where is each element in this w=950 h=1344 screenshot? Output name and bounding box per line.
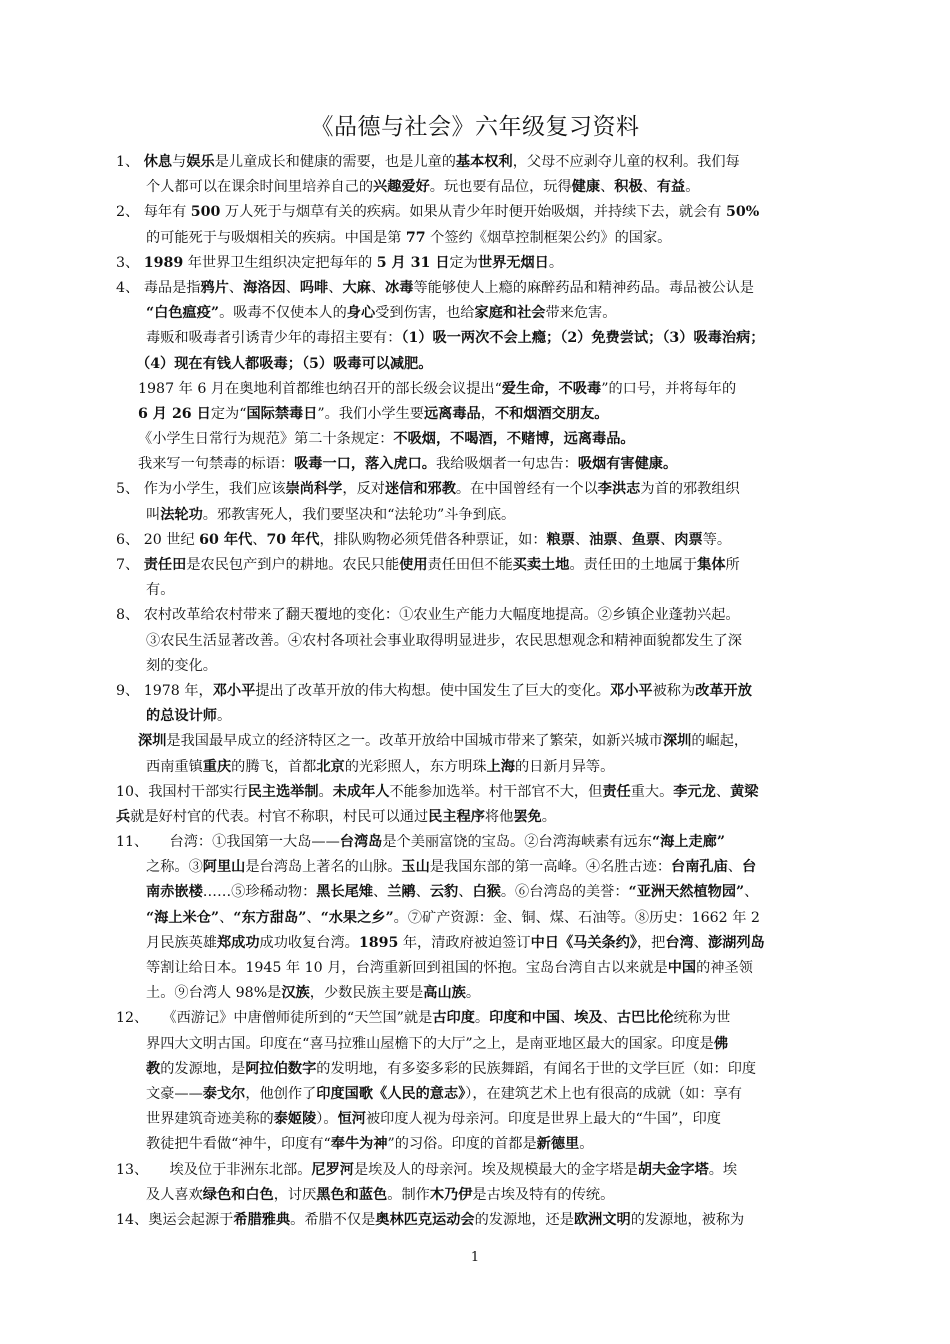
text-line (116, 251, 846, 276)
text-run: 重大。 (630, 783, 674, 800)
bold-text: 泰戈尔 (202, 1085, 246, 1102)
text-run: 西南重镇 (146, 758, 203, 775)
text-run: 的腾飞，首都 (231, 758, 317, 775)
text-run: 、 (285, 279, 300, 296)
text-line (116, 553, 846, 578)
bold-text: 冰毒 (385, 279, 414, 296)
text-run: 将他 (484, 808, 514, 825)
text-line (116, 1107, 846, 1132)
bold-text: 深圳 (662, 733, 692, 750)
text-run: 我给吸烟者一句忠告： (435, 456, 578, 473)
text-run: 、 (415, 884, 430, 901)
bold-text: 木乃伊 (429, 1186, 473, 1203)
text-run: 的可能死于与吸烟相关的疾病。中国是第 (146, 229, 406, 246)
text-line (116, 603, 846, 628)
bold-text: 健康 (571, 179, 601, 196)
bold-text: 希腊雅典 (233, 1211, 291, 1228)
text-line (116, 729, 846, 754)
text-run: 统称为世 (673, 1010, 731, 1027)
text-run: 2、 每年有 (116, 204, 191, 221)
text-line (116, 956, 846, 981)
text-run: 为首的邪教组织 (640, 481, 740, 498)
bold-text: 中国 (667, 960, 697, 976)
bold-text: 深圳 (138, 733, 167, 750)
text-run: 7、 (116, 557, 144, 573)
bold-text: 印度和中国 (489, 1010, 561, 1027)
bold-text: 50% (726, 204, 760, 221)
bold-text: 兰鹇 (387, 884, 416, 901)
text-run: 6、 20 世纪 (116, 531, 200, 548)
text-run: 的崛起， (691, 733, 749, 750)
document-title: 《品德与社会》六年级复习资料 (310, 114, 640, 140)
text-run: 万人死于与烟草有关的疾病。如果从青少年时便开始吸烟，并持续下去，就会有 (220, 204, 727, 221)
bold-text: 兵 (116, 808, 131, 825)
bold-text: 邓小平 (610, 682, 653, 699)
text-run: 。 (541, 808, 556, 825)
text-run: 5、 作为小学生，我们应该 (116, 481, 286, 498)
bold-text: 郑成功 (216, 934, 260, 951)
bold-text: “海上走廊” (651, 834, 726, 851)
text-line (116, 805, 846, 830)
bold-text: 黑长尾雉 (316, 884, 374, 901)
text-line (116, 1006, 846, 1031)
bold-text: 肉票 (674, 531, 703, 548)
text-line (116, 1208, 846, 1233)
bold-text: 印度国歌《人民的意志》 (316, 1085, 466, 1102)
text-run: 14、奥运会起源于 (116, 1211, 234, 1228)
bold-text: 买卖土地 (512, 557, 570, 573)
text-run: 是我国东部的第一高峰。④名胜古迹： (429, 859, 672, 876)
text-run: 、 (252, 531, 267, 548)
text-run: 是儿童成长和健康的需要，也是儿童的 (214, 154, 456, 170)
bold-text: 欧洲文明 (573, 1211, 631, 1228)
bold-text: 教 (146, 1060, 161, 1077)
text-run: ”的习俗。印度的首都是 (387, 1136, 537, 1153)
text-run: 。 (548, 254, 564, 271)
text-line (116, 855, 846, 880)
bold-text: 北京 (316, 758, 345, 775)
text-run: 的日新月异等。 (514, 758, 615, 775)
text-run: 、 (373, 884, 388, 901)
text-run: 月民族英雄 (146, 934, 217, 951)
text-run: 。邪教害死人，我们要坚决和“法轮功”斗争到底。 (202, 506, 516, 523)
bold-text: 世界无烟日 (477, 254, 549, 271)
text-line (116, 704, 846, 729)
text-run: 、 (370, 279, 386, 296)
text-run: 受到伤害，也给 (375, 305, 475, 322)
text-line (116, 578, 846, 603)
text-line (116, 503, 846, 528)
text-run: 被称为 (652, 682, 696, 699)
text-run: ③农民生活显著改善。④农村各项社会事业取得明显进步，农民思想观念和精神面貌都发生了深 (146, 632, 742, 649)
bold-text: 南赤嵌楼 (146, 884, 203, 901)
bold-text: 重庆 (202, 758, 232, 775)
text-run: 的发源地，还是 (474, 1211, 574, 1228)
bold-text: 埃及 (574, 1010, 603, 1027)
text-run: 定为“ (210, 405, 247, 422)
text-run: 所 (725, 557, 740, 573)
bold-text: 李元龙 (673, 783, 716, 800)
text-run: ， (480, 405, 495, 422)
bold-text: 奥林匹克运动会 (375, 1211, 475, 1228)
text-run: 等割让给日本。1945 年 10 月，台湾重新回到祖国的怀抱。宝岛台湾自古以来就是 (146, 960, 668, 976)
bold-text: 泰姬陵 (273, 1111, 317, 1128)
text-line (116, 654, 846, 679)
text-run: 及人喜欢 (146, 1186, 203, 1203)
bold-text: 未成年人 (332, 783, 390, 800)
text-run: 的神圣领 (696, 960, 753, 976)
bold-text: 奉牛为神 (330, 1136, 388, 1153)
bold-text: 的总设计师 (146, 708, 217, 725)
text-run: 个签约《烟草控制框架公约》的国家。 (425, 229, 672, 246)
text-line (116, 679, 846, 704)
text-run: 毒贩和吸毒者引诱青少年的毒招主要有： (146, 330, 402, 347)
bold-text: 台湾岛 (339, 834, 383, 851)
text-run: 、 (602, 1010, 617, 1027)
bold-text: 家庭和社会 (474, 305, 546, 322)
bold-text: 不和烟酒交朋友。 (494, 405, 609, 422)
bold-text: 爱生命，不吸毒 (501, 380, 602, 397)
bold-text: 500 (190, 204, 221, 221)
text-run: 。 (579, 1136, 594, 1153)
text-run: 有。 (146, 582, 175, 599)
text-run: 、 (715, 783, 731, 800)
bold-text: 责任田 (143, 557, 187, 573)
text-run: 的光彩照人，东方明珠 (344, 758, 487, 775)
text-line (116, 629, 846, 654)
text-run: 等能够使人上瘾的麻醉药品和精神药品。毒品被公认是 (413, 279, 754, 296)
text-line (116, 780, 846, 805)
text-line (116, 276, 846, 301)
bold-text: 60 年代 (199, 531, 253, 548)
text-run: ……⑤珍稀动物： (202, 884, 317, 901)
text-line (116, 301, 846, 326)
text-run: 、 (744, 884, 759, 901)
bold-text: 民主程序 (428, 808, 485, 825)
text-run: 1987 年 6 月在奥地利首都维也纳召开的部长级会议提出“ (138, 380, 502, 397)
text-run: 叫 (146, 506, 161, 523)
text-run: 12、 《西游记》中唐僧师徒所到的“天竺国”就是 (116, 1010, 433, 1027)
text-run: 。⑦矿产资源：金、铜、煤、石油等。⑧历史：1662 年 2 (393, 909, 760, 926)
bold-text: 阿拉伯数字 (245, 1060, 317, 1077)
bold-text: 胡夫金字塔 (637, 1161, 709, 1178)
document-body (116, 150, 846, 1233)
bold-text: （1）吸一两次不会上瘾；（2）免费尝试；（3）吸毒治病； (401, 330, 765, 347)
text-line (116, 427, 846, 452)
bold-text: 云豹 (429, 884, 459, 901)
text-run: 11、 台湾：①我国第一大岛—— (116, 834, 340, 851)
text-run: 。制作 (387, 1186, 430, 1203)
text-run: 的发明地，有多姿多彩的民族舞蹈，有闻名于世的文学巨匠（如：印度 (316, 1060, 757, 1077)
text-run: ，排队购物必须凭借各种票证，如： (319, 531, 547, 548)
text-run: 、 (600, 179, 615, 196)
text-line (116, 200, 846, 225)
bold-text: “水果之乡” (320, 909, 394, 926)
bold-text: 罢免 (513, 808, 542, 825)
bold-text: 不吸烟，不喝酒，不赌博，远离毒品。 (393, 431, 635, 448)
bold-text: 吸烟有害健康。 (577, 456, 678, 473)
text-run: ，把 (636, 934, 666, 951)
text-line (116, 1158, 846, 1183)
bold-text: 邓小平 (212, 682, 256, 699)
bold-text: 粮票 (546, 531, 575, 548)
bold-text: 积极 (614, 179, 643, 196)
text-line (116, 1132, 846, 1157)
bold-text: 阿里山 (202, 859, 246, 876)
page-number: 1 (470, 1250, 480, 1265)
text-run: 、 (617, 531, 632, 548)
bold-text: “亚洲天然植物园” (628, 884, 745, 901)
bold-text: 台湾 (665, 934, 694, 951)
text-run: 1、 (116, 154, 144, 170)
bold-text: 大麻 (342, 279, 371, 296)
text-run: 4、 毒品是指 (116, 279, 201, 296)
text-line (116, 830, 846, 855)
text-run: 是台湾岛上著名的山脉。 (245, 859, 402, 876)
bold-text: 鱼票 (631, 531, 661, 548)
text-run: ，讨厌 (273, 1186, 317, 1203)
bold-text: 中日《马关条约》 (530, 934, 637, 951)
bold-text: 有益 (656, 179, 686, 196)
text-run: 3、 (116, 254, 144, 271)
text-line (116, 880, 846, 905)
bold-text: 吸毒一口，落入虎口。 (294, 456, 436, 473)
bold-text: 法轮功 (160, 506, 203, 523)
text-run: 教徒把牛看做“神牛，印度有“ (146, 1136, 331, 1153)
text-run: 责任田但不能 (427, 557, 513, 573)
text-run: 定为 (449, 254, 478, 271)
text-run: 。责任田的土地属于 (569, 557, 698, 573)
bold-text: 集体 (697, 557, 726, 573)
bold-text: 海洛因 (243, 279, 286, 296)
text-run: 、 (660, 531, 675, 548)
text-line (116, 1032, 846, 1057)
bold-text: 台 (741, 859, 757, 876)
text-line (116, 226, 846, 251)
text-run: 。玩也要有品位，玩得 (429, 179, 572, 196)
bold-text: 身心 (346, 305, 376, 322)
text-run: ，反对 (342, 481, 385, 498)
text-run: 就是好村官的代表。村官不称职，村民可以通过 (130, 808, 429, 825)
text-run: 等。 (702, 531, 732, 548)
text-run: ”。我们小学生要 (317, 405, 424, 422)
text-line (116, 377, 846, 402)
text-line (116, 352, 846, 377)
bold-text: 改革开放 (695, 682, 752, 699)
bold-text: 古印度 (432, 1010, 475, 1027)
bold-text: 黑色和蓝色 (316, 1186, 388, 1203)
bold-text: 1989 (143, 254, 184, 271)
text-run: 、 (306, 909, 321, 926)
text-run: 年，清政府被迫签订 (398, 934, 531, 951)
bold-text: 尼罗河 (311, 1161, 354, 1178)
bold-text: 恒河 (337, 1111, 366, 1128)
bold-text: 基本权利 (455, 154, 513, 170)
bold-text: 77 (405, 229, 426, 246)
bold-text: 油票 (589, 531, 618, 548)
text-run: 、 (560, 1010, 575, 1027)
text-run: 年世界卫生组织决定把每年的 (183, 254, 377, 271)
bold-text: 澎湖列岛 (707, 934, 765, 951)
text-run: 、 (727, 859, 742, 876)
text-run: 世界建筑奇迹美称的 (146, 1111, 274, 1128)
text-run: 、 (574, 531, 590, 548)
text-run: 10、我国村干部实行 (116, 783, 248, 800)
text-run: 。 (474, 1010, 490, 1027)
bold-text: 70 年代 (266, 531, 320, 548)
text-run: ），在建筑艺术上也有很高的成就（如：享有 (465, 1085, 742, 1102)
bold-text: “白色瘟疫” (146, 305, 220, 322)
text-run: 之称。③ (146, 859, 203, 876)
text-line (116, 1183, 846, 1208)
text-run: ，他创作了 (245, 1085, 317, 1102)
text-run: 。⑥台湾岛的美誉： (500, 884, 629, 901)
text-run: 与 (172, 154, 187, 170)
text-run: 。在中国曾经有一个以 (455, 481, 598, 498)
bold-text: 高山族 (423, 985, 466, 1002)
text-line (116, 175, 846, 200)
text-run: 。 (216, 708, 232, 725)
text-run: 是埃及人的母亲河。埃及规模最大的金字塔是 (353, 1161, 638, 1178)
bold-text: 迷信和邪教 (384, 481, 456, 498)
text-run: 。吸毒不仅使本人的 (219, 305, 347, 322)
bold-text: “东方甜岛” (233, 909, 307, 926)
text-run: 8、 农村改革给农村带来了翻天覆地的变化：①农业生产能力大幅度地提高。②乡镇企业蓬勃兴起。 (116, 607, 740, 624)
bold-text: 李洪志 (597, 481, 641, 498)
text-run: 《小学生日常行为规范》第二十条规定： (138, 431, 394, 448)
text-run: 9、 1978 年， (116, 682, 213, 699)
text-run: 个人都可以在课余时间里培养自己的 (146, 179, 374, 196)
text-run: 提出了改革开放的伟大构想。使中国发生了巨大的变化。 (255, 682, 610, 699)
bold-text: 古巴比伦 (616, 1010, 674, 1027)
bold-text: 台南孔庙 (671, 859, 728, 876)
bold-text: 汉族 (281, 985, 310, 1002)
text-line (116, 402, 846, 427)
text-run: 界四大文明古国。印度在“喜马拉雅山屋檐下的大厅”之上，是南亚地区最大的国家。印度是 (146, 1035, 714, 1052)
bold-text: 绿色和白色 (202, 1186, 274, 1203)
text-line (116, 326, 846, 351)
text-run: 是个美丽富饶的宝岛。②台湾海峡素有远东 (382, 834, 652, 851)
text-run: 成功收复台湾。 (259, 934, 359, 951)
bold-text: 崇尚科学 (285, 481, 343, 498)
text-run: 13、 埃及位于非洲东北部。 (116, 1161, 312, 1178)
bold-text: 上海 (486, 758, 515, 775)
text-run: 、 (693, 934, 708, 951)
text-run: 。 (318, 783, 333, 800)
text-run: 。埃 (708, 1161, 738, 1178)
bold-text: 6 月 26 日 (138, 405, 211, 422)
text-run: 。 (465, 985, 481, 1002)
text-run: 不能参加选举。村干部官不大，但 (389, 783, 603, 800)
text-line (116, 1082, 846, 1107)
text-run: ”的口号，并将每年的 (601, 380, 737, 397)
text-line (116, 931, 846, 956)
text-line (116, 452, 846, 477)
bold-text: 责任 (602, 783, 631, 800)
bold-text: 新德里 (536, 1136, 580, 1153)
bold-text: 使用 (399, 557, 428, 573)
text-run: 。希腊不仅是 (290, 1211, 376, 1228)
bold-text: 休息 (143, 154, 173, 170)
text-run: 我来写一句禁毒的标语： (138, 456, 295, 473)
text-line (116, 1057, 846, 1082)
text-run: 的发源地，是 (160, 1060, 246, 1077)
text-run: 带来危害。 (545, 305, 617, 322)
bold-text: 白猴 (472, 884, 501, 901)
bold-text: 国际禁毒日 (246, 405, 318, 422)
text-line (116, 981, 846, 1006)
bold-text: 黄梁 (730, 783, 759, 800)
bold-text: 5 月 31 日 (376, 254, 450, 271)
text-run: 的发源地，被称为 (630, 1211, 745, 1228)
bold-text: 鸦片 (200, 279, 229, 296)
text-run: 是农民包产到户的耕地。农民只能 (186, 557, 400, 573)
text-run: 是古埃及特有的传统。 (472, 1186, 615, 1203)
text-run: 、 (328, 279, 343, 296)
text-run: 、 (219, 909, 234, 926)
bold-text: 玉山 (401, 859, 430, 876)
bold-text: 吗啡 (299, 279, 329, 296)
bold-text: （4）现在有钱人都吸毒；（5）吸毒可以减肥。 (136, 355, 433, 372)
text-run: 被印度人视为母亲河。印度是世界上最大的“牛国”，印度 (365, 1111, 721, 1128)
text-line (116, 755, 846, 780)
text-run: 土。⑨台湾人 98%是 (146, 985, 282, 1002)
bold-text: 娱乐 (186, 154, 215, 170)
text-run: 刻的变化。 (146, 657, 217, 674)
text-line (116, 150, 846, 175)
text-run: 、 (228, 279, 244, 296)
text-run: ）。 (316, 1111, 338, 1128)
text-run: 是我国最早成立的经济特区之一。改革开放给中国城市带来了繁荣，如新兴城市 (166, 733, 663, 750)
text-line (116, 528, 846, 553)
bold-text: 兴趣爱好 (373, 179, 430, 196)
text-line (116, 906, 846, 931)
text-line (116, 477, 846, 502)
text-run: 。 (685, 179, 700, 196)
text-run: 、 (458, 884, 473, 901)
text-run: ，父母不应剥夺儿童的权利。我们每 (512, 154, 740, 170)
text-run: 、 (642, 179, 657, 196)
text-run: ，少数民族主要是 (309, 985, 424, 1002)
text-run: 文豪—— (146, 1085, 203, 1102)
bold-text: “海上米仓” (146, 909, 220, 926)
bold-text: 佛 (713, 1035, 729, 1052)
bold-text: 民主选举制 (247, 783, 319, 800)
bold-text: 1895 (358, 934, 399, 951)
bold-text: 远离毒品 (423, 405, 481, 422)
